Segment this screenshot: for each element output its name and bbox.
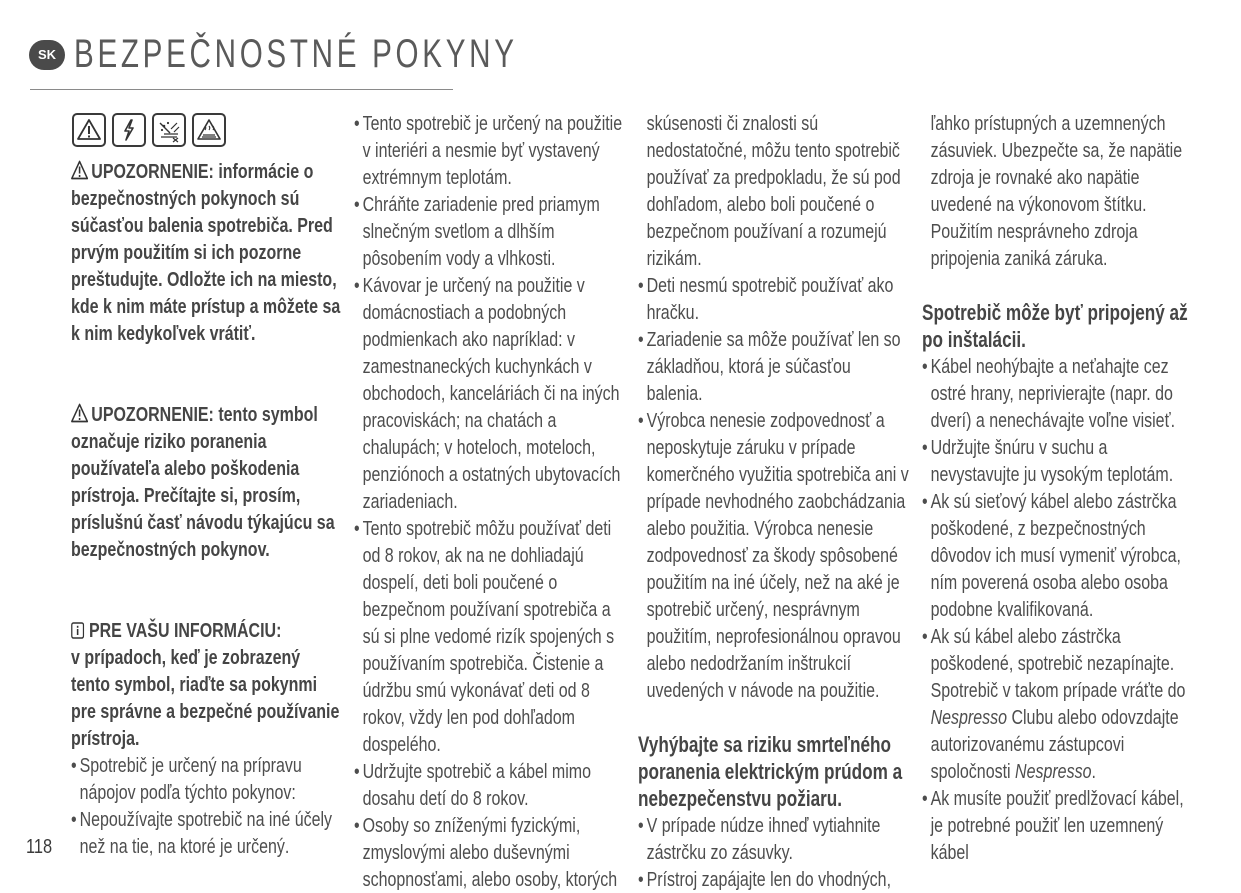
text-segment: Clubu alebo odovzdajte autorizovanému zástupcovi spoločnosti bbox=[930, 706, 1179, 783]
text-segment: Ak sú kábel alebo zástrčka poškodené, spotrebič nezapínajte. Spotrebič v takom prípade vráťte do bbox=[930, 625, 1186, 702]
list-item: • V prípade núdze ihneď vytiahnite zástrčku zo zásuvky. bbox=[638, 812, 911, 866]
warning-paragraph-1 bbox=[71, 158, 342, 347]
text-segment: . bbox=[1091, 760, 1096, 783]
water-splash-icon bbox=[152, 113, 186, 147]
section-heading: Spotrebič môže byť pripojený až po inštalácii. bbox=[922, 300, 1188, 352]
list-item: • Osoby so zníženými fyzickými, zmyslovými alebo duševnými schopnosťami, alebo osoby, ktorých bbox=[354, 812, 627, 893]
brand-name: Nespresso bbox=[930, 706, 1008, 729]
warning-text: informácie o bezpečnostných pokynoch sú súčasťou balenia spotrebiča. Pred prvým použitím si ich pozorne preštudujte. Odložte ich na miesto, kde k nim máte prístup a môžete sa k nim kedykoľvek vrátiť. bbox=[71, 160, 341, 345]
section-heading: Vyhýbajte sa riziku smrteľného poranenia elektrickým prúdom a nebezpečenstvu požiaru. bbox=[638, 732, 903, 811]
warning-label: UPOZORNENIE: bbox=[91, 160, 214, 183]
page-title: BEZPEČNOSTNÉ POKYNY bbox=[74, 32, 518, 76]
list-item: • Deti nesmú spotrebič používať ako hračku. bbox=[638, 272, 911, 326]
bullet-list bbox=[922, 353, 1198, 866]
brand-name: Nespresso bbox=[1015, 760, 1092, 783]
warning-triangle-icon bbox=[71, 160, 88, 180]
warning-triangle-icon bbox=[72, 113, 106, 147]
list-item: • Ak sú sieťový kábel alebo zástrčka poškodené, z bezpečnostných dôvodov ich musí vymeniť výrobca, ním poverená osoba alebo osoba podobne kvalifikovaná. bbox=[922, 488, 1198, 623]
bullet-list bbox=[638, 812, 911, 893]
warning-label: UPOZORNENIE: bbox=[91, 403, 214, 426]
list-item: • Ak musíte použiť predlžovací kábel, je potrebné použiť len uzemnený kábel bbox=[922, 785, 1198, 866]
list-item: • Udržujte spotrebič a kábel mimo dosahu detí do 8 rokov. bbox=[354, 758, 627, 812]
list-item: • Chráňte zariadenie pred priamym slnečným svetlom a dlhším pôsobením vody a vlhkosti. bbox=[354, 191, 627, 272]
continuation-text: ľahko prístupných a uzemnených zásuviek. Ubezpečte sa, že napätie zdroja je rovnaké ako napätie uvedené na výkonovom štítku. Použitím nesprávneho zdroja pripojenia zaniká záruka. bbox=[930, 112, 1183, 270]
continuation-text: skúsenosti či znalosti sú nedostatočné, môžu tento spotrebič používať za predpokladu, že sú pod dohľadom, alebo boli poučené o bezpečnom používaní a rozumejú rizikám. bbox=[646, 112, 901, 270]
language-badge: SK bbox=[29, 40, 65, 70]
hot-surface-icon bbox=[192, 113, 226, 147]
list-item: • Nepoužívajte spotrebič na iné účely než na tie, na ktoré je určený. bbox=[71, 806, 342, 860]
warning-paragraph-2 bbox=[71, 401, 342, 563]
bullet-list bbox=[638, 272, 911, 704]
info-label: PRE VAŠU INFORMÁCIU: bbox=[88, 619, 282, 642]
bullet-list bbox=[354, 110, 627, 893]
info-icon bbox=[71, 619, 84, 636]
list-item: • Kávovar je určený na použitie v domácnostiach a podobných podmienkach ako napríklad: v zamestnaneckých kuchynkách v obchodoch, kanceláriách či na iných pracoviskách; na chatách a chalupách; v hoteloch, moteloch, penziónoch a ostatných ubytovacích zariadeniach. bbox=[354, 272, 627, 515]
warning-text: tento symbol označuje riziko poranenia používateľa alebo poškodenia prístroja. Prečítajte si, prosím, príslušnú časť návodu týkajúcu sa bezpečnostných pokynov. bbox=[71, 403, 335, 561]
list-item: • Tento spotrebič je určený na použitie v interiéri a nesmie byť vystavený extrémnym teplotám. bbox=[354, 110, 627, 191]
warning-triangle-icon bbox=[71, 403, 88, 423]
list-item: • Kábel neohýbajte a neťahajte cez ostré hrany, neprivierajte (napr. do dverí) a nenechávajte voľne visieť. bbox=[922, 353, 1198, 434]
column-4 bbox=[922, 110, 1241, 866]
electric-shock-icon bbox=[112, 113, 146, 147]
list-item bbox=[922, 623, 1198, 785]
bullet-list bbox=[71, 752, 342, 860]
list-item: • Zariadenie sa môže používať len so základňou, ktorá je súčasťou balenia. bbox=[638, 326, 911, 407]
list-item: • Výrobca nenesie zodpovednosť a neposkytuje záruku v prípade komerčného využitia spotrebiča ani v prípade nevhodného zaobchádzania alebo použitia. Výrobca nenesie zodpovednosť za škody spôsobené použitím na iné účely, než na aké je spotrebič určený, nesprávnym použitím, neprofesionálnou opravou alebo nedodržaním inštrukcií uvedených v návode na použitie. bbox=[638, 407, 911, 704]
title-divider bbox=[30, 89, 453, 90]
page-number: 118 bbox=[26, 836, 53, 858]
info-text: v prípadoch, keď je zobrazený tento symbol, riaďte sa pokynmi pre správne a bezpečné používanie prístroja. bbox=[71, 646, 340, 750]
list-item: • Prístroj zapájajte len do vhodných, bbox=[638, 866, 911, 893]
list-item: • Tento spotrebič môžu používať deti od 8 rokov, ak na ne dohliadajú dospelí, deti boli poučené o bezpečnom používaní spotrebiča a sú si plne vedomé rizík spojených s používaním spotrebiča. Čistenie a údržbu smú vykonávať deti od 8 rokov, vždy len pod dohľadom dospelého. bbox=[354, 515, 627, 758]
safety-icons bbox=[72, 113, 226, 147]
info-label-line bbox=[71, 617, 342, 644]
list-item: • Spotrebič je určený na prípravu nápojov podľa týchto pokynov: bbox=[71, 752, 342, 806]
list-item: • Udržujte šnúru v suchu a nevystavujte ju vysokým teplotám. bbox=[922, 434, 1198, 488]
